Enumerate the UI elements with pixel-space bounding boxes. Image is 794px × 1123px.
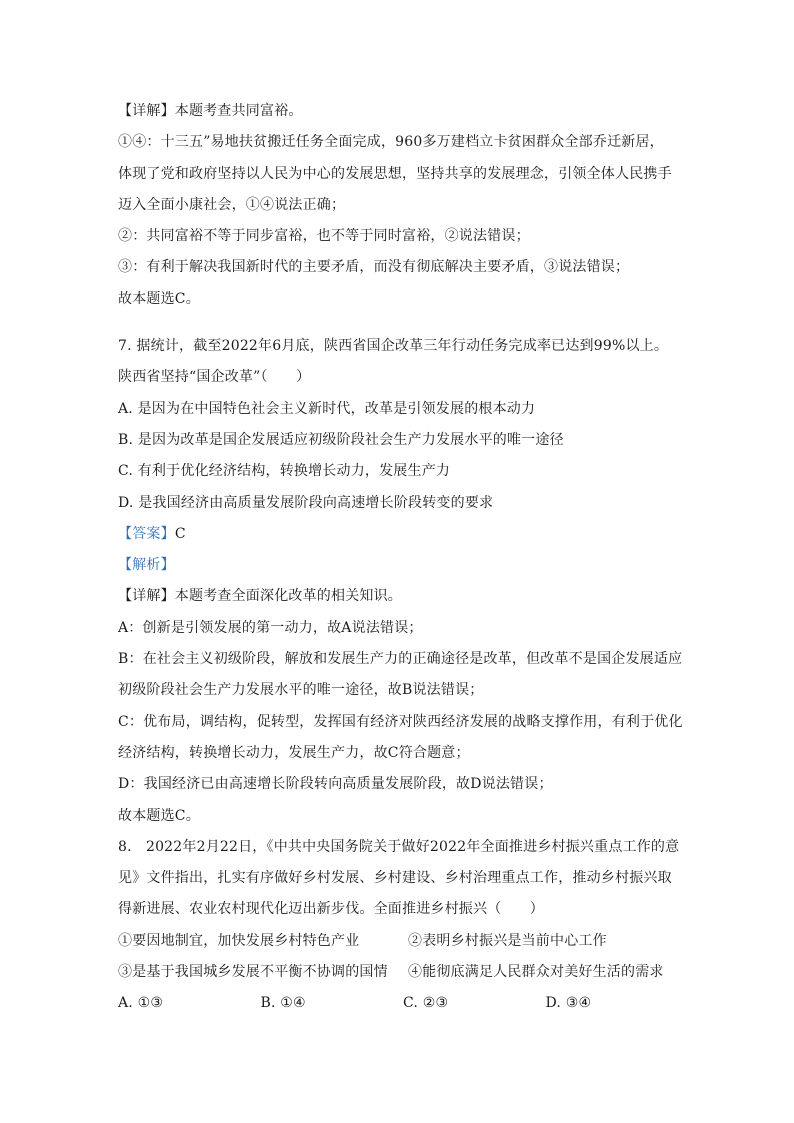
answer-label: 【答案】 — [118, 525, 175, 542]
analysis-line — [118, 550, 688, 581]
detail-line: 迈入全面小康社会，①④说法正确； — [118, 196, 346, 213]
detail-line: 【详解】本题考查共同富裕。 — [118, 103, 303, 119]
detail-line: B：在社会主义初级阶段，解放和发展生产力的正确途径是改革，但改革不是国企发展适应 — [118, 651, 683, 668]
detail-line: 初级阶段社会生产力发展水平的唯一途径，故B说法错误； — [118, 682, 484, 699]
question-7-option-c: C. 有利于优化经济结构，转换增长动力，发展生产力 — [118, 463, 451, 480]
choice-a: A. ①③ — [118, 995, 164, 1012]
question-7-option-d: D. 是我国经济由高质量发展阶段向高速增长阶段转变的要求 — [118, 494, 494, 511]
detail-line: 【详解】本题考查全面深化改革的相关知识。 — [118, 588, 402, 605]
detail-line: ②：共同富裕不等于同步富裕，也不等于同时富裕，②说法错误； — [118, 228, 530, 245]
question-8-choices — [118, 988, 688, 1019]
choice-d: D. ③④ — [545, 995, 592, 1012]
conclusion-line: 故本题选C。 — [118, 290, 200, 307]
analysis-label: 【解析】 — [118, 557, 175, 574]
question-8-statements-row — [118, 957, 688, 988]
detail-line: ③：有利于解决我国新时代的主要矛盾，而没有彻底解决主要矛盾，③说法错误； — [118, 259, 630, 276]
question-7-stem: 陕西省坚持“国企改革”（ ） — [118, 369, 311, 386]
question-7-stem: 7. 据统计，截至2022年6月底，陕西省国企改革三年行动任务完成率已达到99%以上。 — [118, 338, 669, 355]
conclusion-line: 故本题选C。 — [118, 807, 200, 824]
answer-line — [118, 519, 688, 550]
statement-3: ③是基于我国城乡发展不平衡不协调的国情 — [118, 964, 388, 981]
detail-line: 体现了党和政府坚持以人民为中心的发展思想，坚持共享的发展理念，引领全体人民携手 — [118, 165, 672, 182]
statement-2: ②表明乡村振兴是当前中心工作 — [408, 932, 607, 949]
detail-line: 经济结构，转换增长动力，发展生产力，故C符合题意； — [118, 744, 470, 761]
question-7-option-b: B. 是因为改革是国企发展适应初级阶段社会生产力发展水平的唯一途径 — [118, 431, 564, 448]
detail-line: A：创新是引领发展的第一动力，故A说法错误； — [118, 619, 423, 636]
document-page — [118, 96, 688, 1020]
question-7-option-a: A. 是因为在中国特色社会主义新时代，改革是引领发展的根本动力 — [118, 400, 536, 417]
question-8-stem: 见》文件指出，扎实有序做好乡村发展、乡村建设、乡村治理重点工作，推动乡村振兴取 — [118, 870, 672, 887]
choice-c: C. ②③ — [403, 995, 449, 1012]
detail-line: D：我国经济已由高速增长阶段转向高质量发展阶段，故D说法错误； — [118, 776, 553, 793]
detail-line: ①④：十三五”易地扶贫搬迁任务全面完成，960多万建档立卡贫困群众全部乔迁新居， — [118, 134, 664, 151]
question-8-stem: 得新进展、农业农村现代化迈出新步伐。全面推进乡村振兴（ ） — [118, 901, 544, 918]
detail-line: C：优布局，调结构，促转型，发挥国有经济对陕西经济发展的战略支撑作用，有利于优化 — [118, 713, 683, 730]
question-8-stem: 8. 2022年2月22日，《中共中央国务院关于做好2022年全面推进乡村振兴重点工作的意 — [118, 838, 680, 855]
statement-1: ①要因地制宜，加快发展乡村特色产业 — [118, 932, 360, 949]
question-8-statements-row — [118, 926, 688, 957]
choice-b: B. ①④ — [260, 995, 306, 1012]
statement-4: ④能彻底满足人民群众对美好生活的需求 — [408, 964, 664, 981]
answer-value: C — [174, 525, 186, 542]
